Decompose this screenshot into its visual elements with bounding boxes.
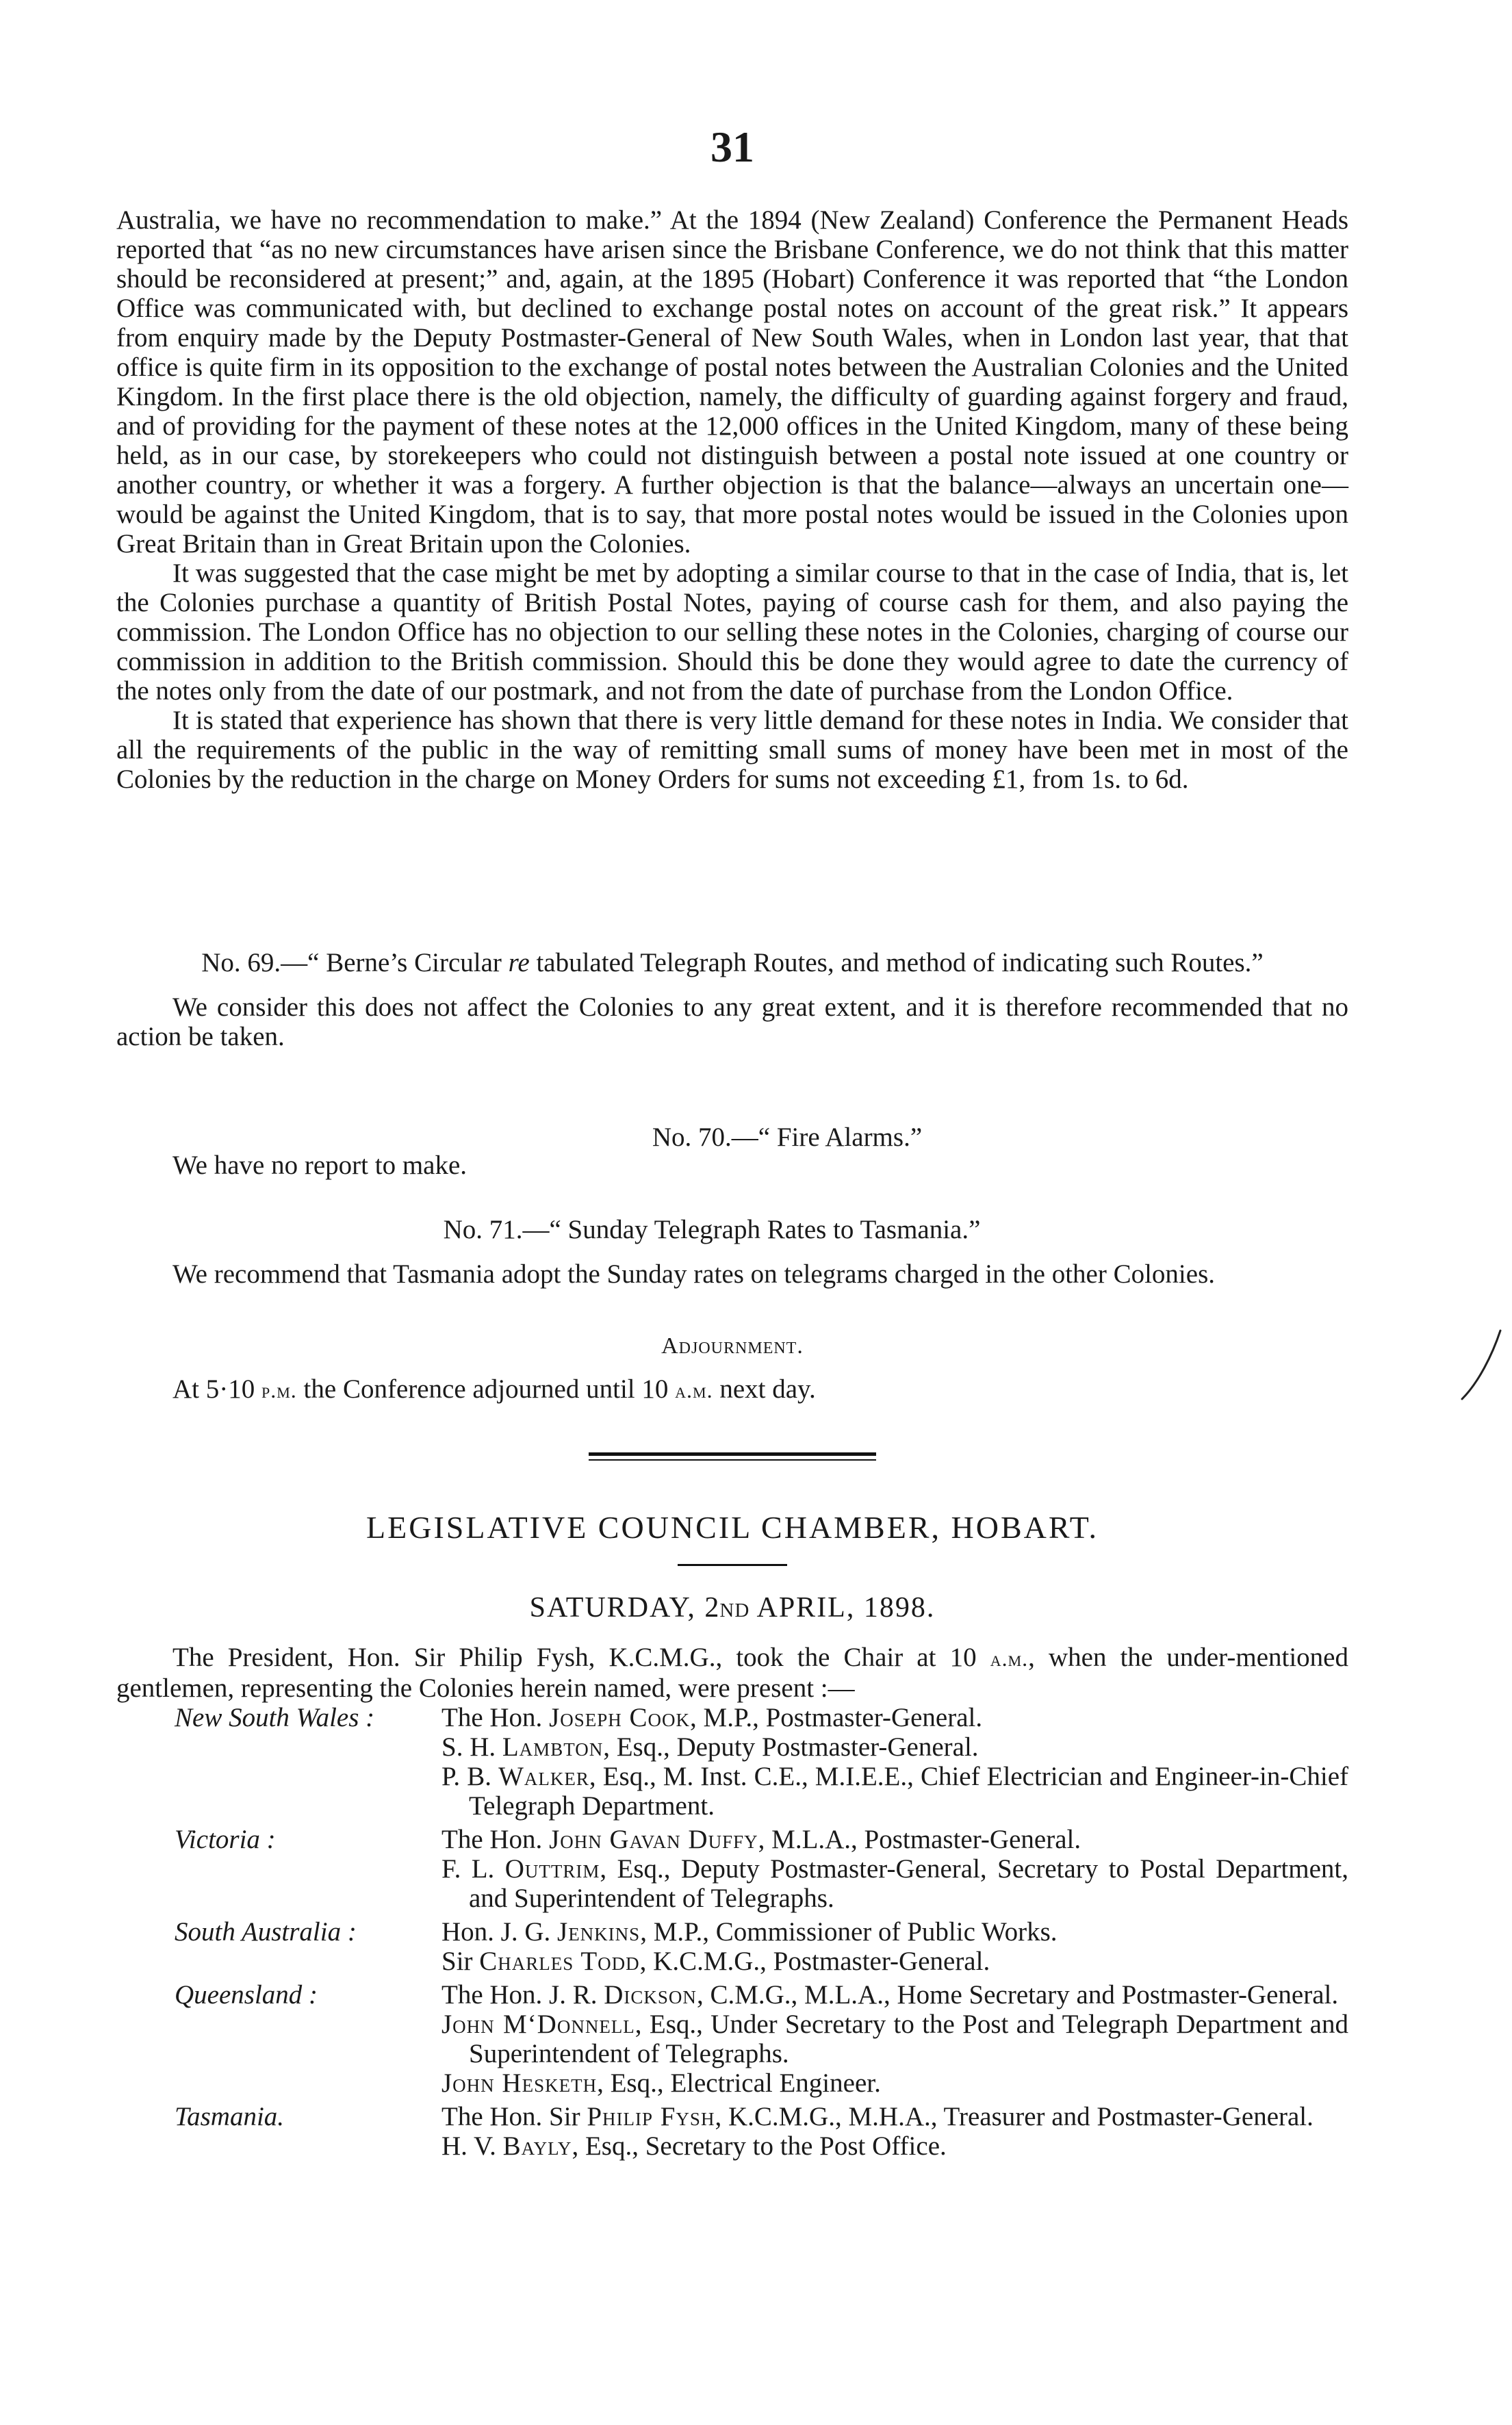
delegate: P. B. Walker, Esq., M. Inst. C.E., M.I.E.E., Chief Electrician and Engineer-in-Chief Telegraph Department. [441, 1762, 1348, 1821]
item-69 [116, 948, 1348, 1051]
adjournment-heading: Adjournment. [661, 1333, 804, 1359]
item-71 [116, 1215, 1348, 1289]
item-70-body: We have no report to make. [172, 1151, 467, 1180]
state-entry [175, 1703, 1348, 1821]
pen-mark-icon [1458, 1328, 1506, 1403]
opening-paragraph: The President, Hon. Sir Philip Fysh, K.C.M.G., took the Chair at 10 a.m., when the under-mentioned gentlemen, representing the Colonies herein named, were present :— [116, 1643, 1348, 1703]
delegate: John Hesketh, Esq., Electrical Engineer. [441, 2068, 881, 2098]
document-page [116, 0, 1348, 2425]
delegate: Sir Charles Todd, K.C.M.G., Postmaster-General. [441, 1947, 990, 1976]
delegate: S. H. Lambton, Esq., Deputy Postmaster-General. [441, 1732, 979, 1762]
item-70-heading: No. 70.—“ Fire Alarms.” [652, 1122, 923, 1152]
delegate: The Hon. Joseph Cook, M.P., Postmaster-General. [441, 1703, 983, 1732]
date-line: SATURDAY, 2nd APRIL, 1898. [529, 1592, 936, 1624]
delegate: Hon. J. G. Jenkins, M.P., Commissioner of Public Works. [441, 1917, 1058, 1947]
delegate: F. L. Outtrim, Esq., Deputy Postmaster-General, Secretary to Postal Department, and Superintendent of Telegraphs. [441, 1854, 1349, 1913]
intro-section [116, 205, 1348, 794]
delegate: The Hon. J. R. Dickson, C.M.G., M.L.A., Home Secretary and Postmaster-General. [441, 1980, 1339, 2010]
state-entry [175, 1825, 1348, 1913]
page-number: 31 [710, 123, 754, 171]
item-69-heading: No. 69.—“ Berne’s Circular re tabulated Telegraph Routes, and method of indicating such Routes.” [201, 948, 1264, 977]
delegate: H. V. Bayly, Esq., Secretary to the Post Office. [441, 2131, 947, 2161]
paragraph: Australia, we have no recommendation to make.” At the 1894 (New Zealand) Conference the Permanent Heads reported that “as no new circumstances have arisen since the Brisbane Conference, we do not think that this matter should be reconsidered at present;” and, again, at the 1895 (Hobart) Conference it was reported that “the London Office was communicated with, but declined to exchange postal notes on account of the great risk.” It appears from enquiry made by the Deputy Postmaster-General of New South Wales, when in London last year, that that office is quite firm in its opposition to the exchange of postal notes between the Australian Colonies and the United Kingdom. In the first place there is the old objection, namely, the difficulty of guarding against forgery and fraud, and of providing for the payment of these notes at the 12,000 offices in the United Kingdom, many of these being held, as in our case, by storekeepers who could not distinguish between a postal note issued at one country or another country, or whether it was a forgery. A further objection is that the balance—always an uncertain one—would be against the United Kingdom, that is to say, that more postal notes would be issued in the Colonies upon Great Britain than in Great Britain upon the Colonies. [116, 205, 1348, 559]
paragraph: It was suggested that the case might be met by adopting a similar course to that in the case of India, that is, let the Colonies purchase a quantity of British Postal Notes, paying of course cash for them, and also paying the commission. The London Office has no objection to our selling these notes in the Colonies, charging of course our commission in addition to the British commission. Should this be done they would agree to date the currency of the notes only from the date of our postmark, and not from the date of purchase from the London Office. [116, 559, 1348, 706]
paragraph: It is stated that experience has shown that there is very little demand for these notes in India. We consider that all the requirements of the public in the way of remitting small sums of money have been met in most of the Colonies by the reduction in the charge on Money Orders for sums not exceeding £1, from 1s. to 6d. [116, 706, 1348, 794]
item-69-body: We consider this does not affect the Colonies to any great extent, and it is therefore recommended that no action be taken. [116, 992, 1348, 1051]
chamber-title: LEGISLATIVE COUNCIL CHAMBER, HOBART. [366, 1510, 1099, 1545]
state-entry [175, 1980, 1348, 2098]
state-name: Tasmania. [175, 2102, 285, 2131]
state-name: New South Wales : [175, 1703, 375, 1732]
delegate: John M‘Donnell, Esq., Under Secretary to the Post and Telegraph Department and Superintendent of Telegraphs. [441, 2010, 1348, 2068]
item-71-heading: No. 71.—“ Sunday Telegraph Rates to Tasmania.” [443, 1215, 981, 1244]
item-70 [116, 1122, 1348, 1180]
delegates-list [175, 1703, 1348, 2165]
state-entry [175, 2102, 1348, 2161]
adjournment [116, 1331, 1348, 1405]
state-name: South Australia : [175, 1917, 357, 1947]
state-entry [175, 1917, 1348, 1976]
title-underline [678, 1564, 787, 1566]
state-name: Victoria : [175, 1825, 276, 1854]
delegate: The Hon. Sir Philip Fysh, K.C.M.G., M.H.A., Treasurer and Postmaster-General. [441, 2102, 1314, 2131]
adjournment-text: At 5·10 p.m. the Conference adjourned until 10 a.m. next day. [172, 1374, 816, 1404]
item-71-body: We recommend that Tasmania adopt the Sunday rates on telegrams charged in the other Colonies. [172, 1259, 1215, 1289]
delegate: The Hon. John Gavan Duffy, M.L.A., Postmaster-General. [441, 1825, 1081, 1854]
separator-rule [589, 1459, 876, 1461]
separator-rule [589, 1452, 876, 1456]
state-name: Queensland : [175, 1980, 318, 2010]
